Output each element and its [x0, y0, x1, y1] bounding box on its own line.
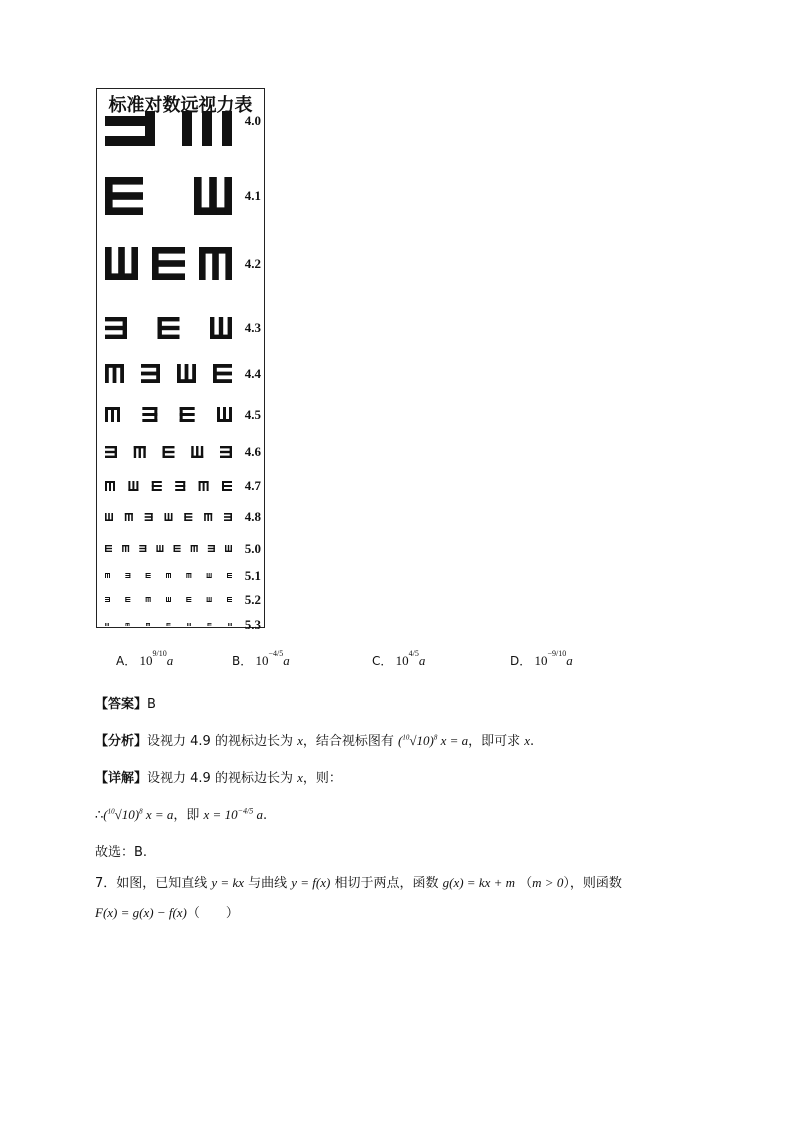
eye-chart-letter [227, 597, 232, 602]
eye-chart-letter [166, 597, 171, 602]
eye-chart-letter [186, 597, 191, 602]
eye-chart-letter [220, 446, 232, 458]
option-b-label: B． [232, 654, 253, 668]
q7-line-eq: y = kx [211, 875, 244, 890]
eye-chart-letter [227, 573, 232, 578]
eye-chart-letter [158, 317, 180, 339]
eye-chart-letters [100, 111, 240, 626]
eye-chart-letter [207, 597, 212, 602]
eye-chart-letter [146, 623, 150, 626]
eye-chart-letter [134, 446, 146, 458]
eye-chart-letter [142, 407, 157, 422]
option-a-base: 10 [139, 653, 153, 668]
eye-chart-letter [217, 407, 232, 422]
eye-chart-letter [199, 481, 209, 491]
acuity-label: 4.2 [244, 255, 261, 271]
detail-line: 【详解】设视力 4.9 的视标边长为 x，则： [95, 770, 342, 786]
acuity-label: 4.5 [244, 406, 261, 422]
eye-chart-letter [191, 446, 203, 458]
eye-chart-letter [165, 513, 173, 521]
eye-chart-letter [125, 573, 130, 578]
answer-tag: 【答案】 [95, 697, 148, 712]
eye-chart-letter [105, 364, 124, 383]
eye-chart-letter [105, 597, 110, 602]
eye-chart-letter [167, 623, 171, 626]
option-c-var: a [418, 653, 426, 668]
q7-g-eq: g(x) = kx + m [442, 875, 516, 890]
eye-chart-letter [105, 177, 143, 215]
eye-chart-letter [156, 545, 163, 552]
choose-line: 故选：B. [95, 845, 148, 860]
analysis-tag: 【分析】 [95, 734, 148, 749]
eye-chart-letter [105, 623, 109, 626]
option-c-exponent: 4/5 [408, 649, 419, 658]
eye-chart-letter [163, 446, 175, 458]
therefore-result: $x = 10^{-4/5}$ a [203, 806, 263, 822]
chart-title: 标准对数远视力表 [108, 95, 253, 116]
eye-chart [96, 88, 265, 632]
acuity-label: 4.3 [244, 320, 261, 335]
eye-chart-letter [105, 545, 112, 552]
option-b [232, 649, 290, 669]
q7-line1: 7．如图，已知直线 y = kx 与曲线 y = f(x) 相切于两点，函数 g(x) = kx + m （m > 0），则函数 [95, 875, 622, 891]
option-b-exponent: −4/5 [268, 649, 284, 658]
eye-chart-letter [125, 597, 130, 602]
eye-chart-letter [208, 623, 212, 626]
eye-chart-letter [213, 364, 232, 383]
detail-tag: 【详解】 [95, 771, 148, 786]
option-c-base: 10 [395, 653, 409, 668]
option-d-exponent: −9/10 [547, 649, 567, 658]
option-b-var: a [283, 653, 290, 668]
option-c-label: C． [372, 654, 393, 668]
eye-chart-letter [105, 111, 155, 146]
q7-F-eq: F(x) = g(x) − f(x) [95, 905, 187, 920]
option-d-label: D． [510, 654, 532, 668]
eye-chart-letter [141, 364, 160, 383]
eye-chart-letter [166, 573, 171, 578]
option-a-exponent: 9/10 [152, 649, 167, 658]
acuity-label: 5.0 [244, 540, 261, 556]
eye-chart-letter [225, 545, 232, 552]
eye-chart-letter [191, 545, 198, 552]
option-a-label: A． [116, 654, 137, 668]
eye-chart-letter [175, 481, 185, 491]
option-a-var: a [166, 653, 174, 668]
acuity-label: 4.7 [244, 478, 261, 493]
eye-chart-letter [194, 177, 232, 215]
acuity-label: 4.1 [244, 188, 261, 203]
option-d-base: 10 [534, 653, 548, 668]
eye-chart-letter [180, 407, 195, 422]
eye-chart-letter [177, 364, 196, 383]
acuity-label: 5.3 [244, 617, 261, 632]
eye-chart-letter [126, 623, 130, 626]
eye-chart-letter [174, 545, 181, 552]
eye-chart-letter [139, 545, 146, 552]
acuity-label: 4.8 [244, 509, 261, 524]
eye-chart-letter [184, 513, 192, 521]
eye-chart-letter [105, 317, 127, 339]
acuity-label: 5.1 [244, 567, 261, 583]
eye-chart-letter [105, 407, 120, 422]
eye-chart-letter [105, 513, 113, 521]
eye-chart-letter [145, 513, 153, 521]
acuity-label: 4.6 [244, 444, 261, 459]
eye-chart-letter [122, 545, 129, 552]
option-d [510, 649, 573, 669]
eye-chart-letter [224, 513, 232, 521]
eye-chart-letter [186, 573, 191, 578]
eye-chart-letter [152, 481, 162, 491]
option-c [372, 649, 426, 669]
eye-chart-letter [208, 545, 215, 552]
analysis-formula: $(^{10}√10)^8$ x = a [398, 733, 469, 748]
acuity-label: 4.0 [244, 113, 261, 128]
eye-chart-letter [199, 247, 232, 280]
eye-chart-letter [146, 597, 151, 602]
q7-m-cond: m > 0 [532, 875, 564, 890]
eye-chart-letter [105, 446, 117, 458]
analysis-line: 【分析】设视力 4.9 的视标边长为 x，结合视标图有 $(^{10}√10)^8$ x = a，即可求 x. [95, 733, 535, 749]
eye-chart-letter [146, 573, 151, 578]
eye-chart-letter [222, 481, 232, 491]
eye-chart-letter [182, 111, 232, 146]
q7-line2: F(x) = g(x) − f(x)（ ） [95, 905, 239, 921]
eye-chart-letter [210, 317, 232, 339]
eye-chart-letter [207, 573, 212, 578]
eye-chart-letter [152, 247, 185, 280]
eye-chart-letter [128, 481, 138, 491]
answer-line [95, 693, 156, 712]
answer-text: B [147, 697, 156, 712]
eye-chart-letter [228, 623, 232, 626]
acuity-label: 4.4 [244, 365, 261, 381]
eye-chart-letter [105, 481, 115, 491]
eye-chart-letter [187, 623, 191, 626]
eye-chart-letter [204, 513, 212, 521]
eye-chart-letter [105, 573, 110, 578]
q7-curve-eq: y = f(x) [291, 875, 331, 890]
acuity-label: 5.2 [244, 591, 261, 607]
option-d-var: a [566, 653, 573, 668]
eye-chart-letter [125, 513, 133, 521]
option-b-base: 10 [255, 653, 269, 668]
option-a [116, 649, 174, 669]
therefore-formula: $(^{10}√10)^8$ x = a [103, 807, 174, 822]
eye-chart-letter [105, 247, 138, 280]
therefore-line: $\therefore(^{10}√10)^8$ x = a，即 $x = 10^{-4/5}$ a. [95, 806, 268, 823]
